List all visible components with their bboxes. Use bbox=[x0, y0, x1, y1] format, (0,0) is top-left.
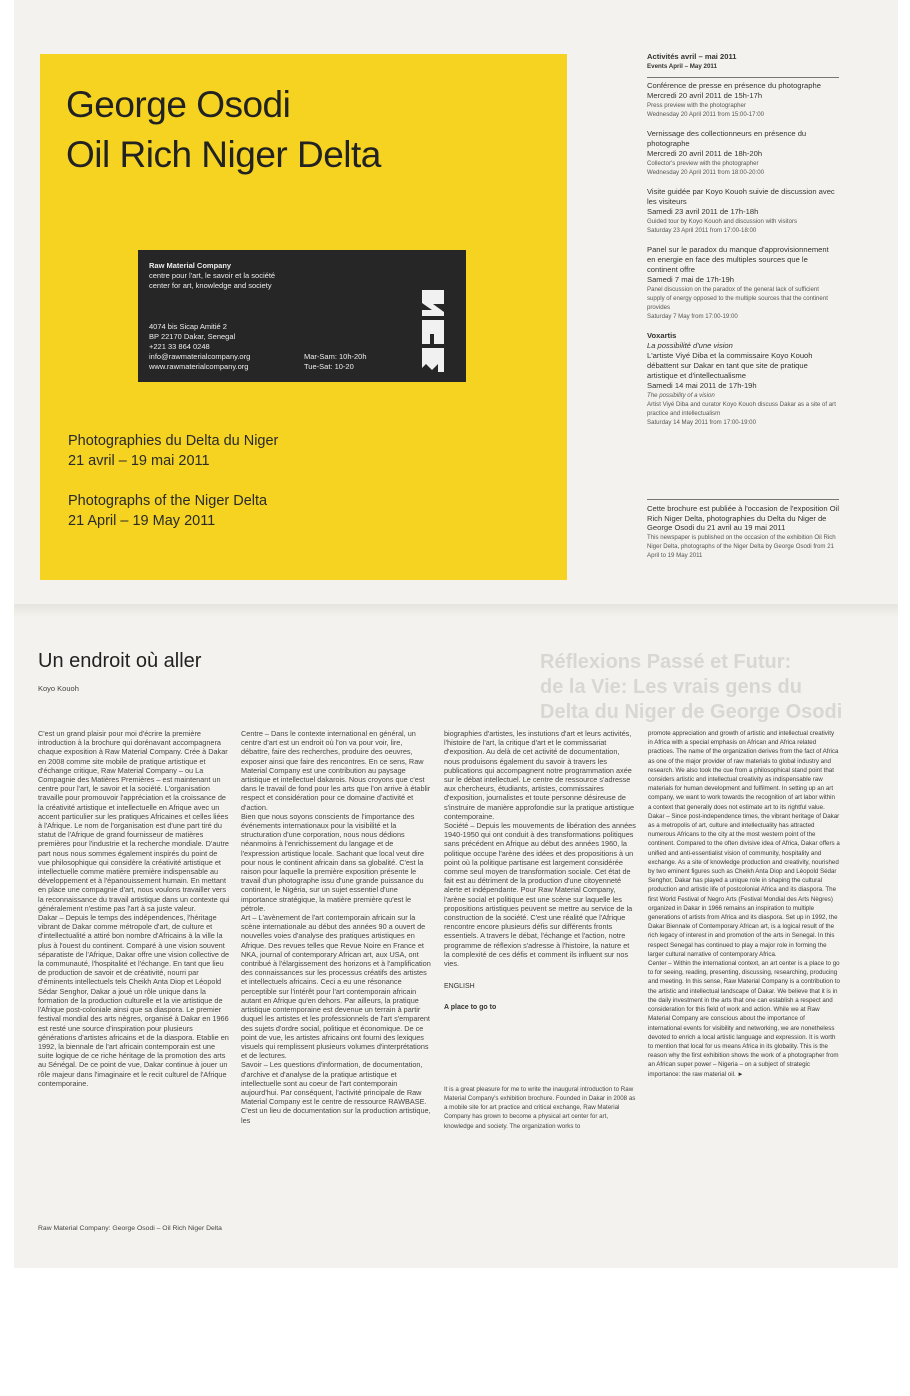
event-item bbox=[647, 81, 837, 119]
voxartis-name: Voxartis bbox=[647, 331, 677, 340]
publication-note bbox=[647, 504, 839, 560]
paragraph: Dakar – Since post-independence times, the vibrant heritage of Dakar as a metropolis of art, culture and intellectuality has attracted numerous Africans to the city at the most western point of the continent. Compared to the often divisive idea of Africa, Dakar offers a unified and anti-essentialist vision of community, hospitality and exchange. As a site of knowledge production and creativity, nourished by two eminent figures such as Cheikh Anta Diop and Léopold Sédar Senghor, Dakar has played a unique role in shaping the cultural production and artistic life of postcolonial Africa and its diaspora. The first World Festival of Negro Arts (Festival Mondial des Arts Nègres) organized in Dakar in 1966 remains an inspiration to multiple generations of artists from Africa and its diaspora. Set up in 1992, the Dakar Biennale of Contemporary African art, is a logical result of the rich legacy of interest in and promotion of the arts in Senegal. In this respect Senegal has continued to play a major role in forming the larger cultural narrative of contemporary Africa. bbox=[648, 812, 840, 958]
subtitle-en-dates: 21 April – 19 May 2011 bbox=[68, 513, 216, 529]
company-address bbox=[149, 322, 289, 372]
event-en: Collector's preview with the photographer Wednesday 20 April 2011 from 18:00-20:00 bbox=[647, 160, 764, 176]
phone-number: +221 33 864 0248 bbox=[149, 342, 210, 351]
opening-hours bbox=[304, 352, 367, 372]
english-title: A place to go to bbox=[444, 1004, 497, 1012]
voxartis-en: Artist Viyé Diba and curator Koyo Kouoh discuss Dakar as a site of art practice and intellectualism Saturday 14 May 2011 from 17:00-19:00 bbox=[647, 401, 836, 426]
voxartis-title-en: The possibility of a vision bbox=[647, 392, 715, 399]
website-address: www.rawmaterialcompany.org bbox=[149, 362, 249, 371]
email-address: info@rawmaterialcompany.org bbox=[149, 352, 251, 361]
article-column-3 bbox=[444, 729, 636, 1131]
article-title: Un endroit où aller bbox=[38, 650, 202, 672]
event-en: Press preview with the photographer Wednesday 20 April 2011 from 15:00-17:00 bbox=[647, 102, 764, 118]
cover-title-line2: Oil Rich Niger Delta bbox=[66, 134, 381, 175]
event-en: Panel discussion on the paradox of the general lack of sufficient supply of energy opposed to the multiple sources that the continent provides Saturday 7 May from 17:00-19:00 bbox=[647, 286, 828, 320]
event-item bbox=[647, 187, 837, 235]
show-through-line: Delta du Niger de George Osodi bbox=[540, 701, 843, 723]
paragraph: Savoir – Les questions d'information, de documentation, d'archive et d'analyse de la pratique artistique et intellectuelle sont au coeur de l'art contemporain aujourd'hui. Par conséquent, l'activité principale de Raw Material Company est le centre de ressource RAWBASE. C'est un lieu de documentation sur la production artistique, les bbox=[241, 1060, 431, 1125]
event-en: Guided tour by Koyo Kouoh and discussion with visitors Saturday 23 April 2011 from 17:00-18:00 bbox=[647, 218, 798, 234]
article-author: Koyo Kouoh bbox=[38, 684, 79, 693]
subtitle-fr-dates: 21 avril – 19 mai 2011 bbox=[68, 453, 210, 469]
hours-fr: Mar-Sam: 10h-20h bbox=[304, 352, 367, 361]
event-fr: Conférence de presse en présence du photographe Mercredi 20 avril 2011 de 15h-17h bbox=[647, 81, 821, 100]
subtitle-en-title: Photographs of the Niger Delta bbox=[68, 493, 268, 509]
event-voxartis bbox=[647, 331, 837, 427]
article-column-1 bbox=[38, 729, 230, 1088]
show-through-line: Réflexions Passé et Futur: bbox=[540, 651, 792, 673]
hours-en: Tue-Sat: 10-20 bbox=[304, 362, 354, 371]
paragraph: Centre – Dans le contexte international en général, un centre d'art est un endroit où l'on va pour voir, lire, débattre, faire des recherches, produire des oeuvres, exposer ainsi que faire des rencontres. En ce sens, Raw Material Company est une contribution au paysage artistique et intellectuel dakarois. Nous croyons que c'est dans le travail de fond pour les arts que l'on arrive à établir respect et considération pour ce domaine d'activité et d'action. bbox=[241, 729, 431, 812]
page-footer: Raw Material Company: George Osodi – Oil Rich Niger Delta bbox=[38, 1225, 222, 1232]
paragraph: It is a great pleasure for me to write the inaugural introduction to Raw Material Company's exhibition brochure. Founded in Dakar in 2008 as a mobile site for art practice and critical exchange, Raw Material Company has grown to become a physical art center for art, knowledge and society. The organization works to bbox=[444, 1085, 636, 1130]
event-fr: Visite guidée par Koyo Kouoh suivie de discussion avec les visiteurs Samedi 23 avril 2011 de 17h-18h bbox=[647, 187, 835, 216]
subtitle-fr bbox=[68, 431, 278, 471]
paragraph: Société – Depuis les mouvements de libération des années 1940-1950 qui ont conduit à des transformations politiques sans précédent en Afrique au début des années 1960, la politique occupe l'arène des idées et des propositions à un point où la politique partisane est largement considérée comme seul moyen de transformation sociale. Cet état de fait est au détriment de la production d'une citoyenneté alerte et indépendante. Pour Raw Material Company, l'arène social et politique est une scène sur laquelle les propositions artistiques peuvent se mettre au service de la construction de la société. C'est une réalité que l'Afrique rencontre encore plusieurs défis sur différents fronts essentiels. A travers le débat, l'échange et l'action, notre programme de réflexion s'adresse à l'histoire, la nature et la complexité de ces défis et comment ils influent sur nos vies. bbox=[444, 821, 636, 969]
company-name: Raw Material Company bbox=[149, 261, 232, 270]
publication-note-en: This newspaper is published on the occasion of the exhibition Oil Rich Niger Delta, photographs of the Niger Delta by George Osodi from 21 April to 19 May 2011 bbox=[647, 533, 836, 559]
subtitle-fr-title: Photographies du Delta du Niger bbox=[68, 433, 279, 449]
article-column-4 bbox=[648, 729, 840, 1079]
events-heading-en: Events April – May 2011 bbox=[647, 63, 717, 70]
divider bbox=[647, 499, 839, 500]
events-column bbox=[647, 52, 837, 437]
event-fr: Vernissage des collectionneurs en présence du photographe Mercredi 20 avril 2011 de 18h-20h bbox=[647, 129, 807, 158]
event-item bbox=[647, 129, 837, 177]
publication-note-fr: Cette brochure est publiée à l'occasion de l'exposition Oil Rich Niger Delta, photographies du Delta du Niger de George Osodi du 21 avril au 19 mai 2011 bbox=[647, 504, 840, 533]
raw-logo-icon bbox=[420, 290, 446, 372]
show-through-text bbox=[540, 650, 842, 725]
voxartis-title-fr: La possibilité d'une vision bbox=[647, 341, 733, 350]
show-through-line: de la Vie: Les vrais gens du bbox=[540, 676, 802, 698]
events-heading-fr: Activités avril – mai 2011 bbox=[647, 52, 737, 61]
address-line: BP 22170 Dakar, Senegal bbox=[149, 332, 236, 341]
article-column-2 bbox=[241, 729, 433, 1125]
paragraph: promote appreciation and growth of artistic and intellectual creativity in Africa with a special emphasis on African and Africa related practices. The name of the organization derives from the fact of Africa as one of the major provider of raw materials to global industry and research. We also took the cue from a philosophical stand point that considers artistic and intellectual creativity as indispensable raw materials for human development and fulfilment. In setting up an art company, we want to work towards the recognition of art labor within a context that generally does not estimate art to its rightful value. bbox=[648, 730, 839, 811]
cover-title-line1: George Osodi bbox=[66, 84, 291, 125]
page-fold bbox=[14, 604, 898, 618]
paragraph: Center – Within the international context, an art center is a place to go to for seeing, reading, presenting, discussing, researching, producing and meeting. In this sense, Raw Material Company is a contribution to the artistic and intellectual landscape of Dakar. We believe that it is in the daily investment in the arts that one can establish a respect and consideration for this field of work and action. While we at Raw Material Company are conscious about the importance of international events for visibility and networking, we are nonetheless devoted to enrich a local artistic language and expression. It is worth to mention that local for us means Africa in its globality. This is the reason why the first exhibition shows the work of a photographer from an African super power – Nigeria – on a subject of strategic importance: the raw material oil. ► bbox=[648, 960, 840, 1078]
paragraph: Art – L'avènement de l'art contemporain africain sur la scène internationale au début des années 90 a ouvert de nouvelles voies d'analyse des pratiques artistiques en Afrique. Des revues telles que Revue Noire en France et NKA, journal of contemporary African art, aux USA, ont contribué à l'élargissement des horizons et à l'amplification des connaissances sur les processus créatifs des artistes et intellectuels africains. Ceci a eu une résonance perceptible sur l'intérêt pour l'art contemporain africain autant en Afrique qu'en dehors. Par ailleurs, la pratique artistique contemporaine est devenue un terrain à partir duquel les artistes et les professionnels de l'art s'emparent des sujets d'ordre social, politique et économique. De ce point de vue, les artistes africains ont fourni des lexiques visuels qui remplissent plusieurs volumes d'interprétations et de lectures. bbox=[241, 913, 431, 1061]
event-fr: Panel sur le paradox du manque d'approvisionnement en energie en face des multiples sources que le continent offre Samedi 7 mai de 17h-19h bbox=[647, 245, 829, 284]
contact-card bbox=[138, 250, 466, 382]
company-desc-fr: centre pour l'art, le savoir et la société bbox=[149, 271, 276, 280]
divider bbox=[647, 77, 839, 78]
english-label: ENGLISH bbox=[444, 983, 475, 991]
address-line: 4074 bis Sicap Amitié 2 bbox=[149, 322, 227, 331]
paragraph: biographies d'artistes, les instutions d'art et leurs activités, l'histoire de l'art, la critique d'art et le commissariat d'exposition. Au delà de cet activité de documentation, nous produisons également du savoir à travers les publications qui accompagnent notre programmation axée sur le débat intellectuel. Le centre de ressource s'adresse aux chercheurs, étudiants, artistes, commissaires d'exposition, journalistes et toute personne désireuse de s'instruire de manière approfondie sur la pratique artistique contemporaine. bbox=[444, 729, 635, 821]
event-item bbox=[647, 245, 837, 321]
paragraph: Dakar – Depuis le temps des indépendences, l'héritage vibrant de Dakar comme métropole d'art, de culture et d'intellectualité a attiré bon nombre d'Africains à la ville la plus à l'ouest du continent. Comparé à une vision souvent séparatiste de l'Afrique, Dakar offre une vision collective de la communauté, l'hospitalité et l'échange. En tant que lieu de production de savoir et de créativité, nourri par d'éminents intellectuels tels Cheikh Anta Diop et Léopold Sédar Senghor, Dakar a joué un rôle unique dans la formation de la production culturelle et la vie artistique de l'Afrique post-coloniale ainsi que sa diaspora. Le premier festival mondial des arts nègres, organisé à Dakar en 1966 est resté une source d'inspiration pour plusieurs générations d'artistes africains et de la diaspora. Etablie en 1992, la biennale de l'art africain contemporain est une suite logique de ce riche héritage de la promotion des arts au Sénégal. De ce point de vue, Dakar continue à jouer un rôle majeur dans l'imaginaire et le recit culturel de l'Afrique contemporaine. bbox=[38, 913, 230, 1088]
subtitle-en bbox=[68, 491, 267, 531]
cover-title bbox=[66, 80, 381, 180]
voxartis-fr: L'artiste Viyé Diba et la commissaire Koyo Kouoh débattent sur Dakar en tant que site de pratique artistique et d'intellectualisme Samedi 14 mai 2011 de 17h-19h bbox=[647, 351, 813, 390]
company-desc-en: center for art, knowledge and society bbox=[149, 281, 272, 290]
paragraph: C'est un grand plaisir pour moi d'écrire la première introduction à la brochure qui dorénavant accompagnera chaque exposition à Raw Material Company. Crée à Dakar en 2008 comme site mobile de pratique artistique et d'échange critique, Raw Material Company – ou La Compagnie des Matières Premières – est maintenant un centre pour l'art, le savoir et la société. L'organisation travaille pour promouvoir l'appréciation et la croissance de la créativité artistique et intellectuelle en Afrique avec un accent particulier sur les pratiques Africaines et celles liées à l'Afrique. Le nom de l'organisation est d'une part tiré du statut de l'Afrique de grand fournisseur de matières premières pour l'industrie et la recherche mondiale. D'autre part nous nous sommes également inspirés du point de vue philosophique qui considère la créativité artistique et intellectuelle comme matière première indispensable au développement et à l'épanouissement humain. En mettant en place une compagnie d'art, nous voulons travailler vers la reconnaissance du travail artistique dans un contexte qui généralement n'estime pas l'art à sa juste valeur. bbox=[38, 729, 230, 913]
paragraph: Bien que nous soyons conscients de l'importance des événements internationaux pour la visibilité et la structuration d'une corporation, nous nous dédions néanmoins à l'enrichissement du langage et de l'expression artistique locale. Sachant que local veut dire pour nous le continent africain dans sa globalité. C'est la raison pour laquelle la première exposition présente le travail d'un photographe issu d'une grande puissance du continent, le Nigéria, sur un sujet essentiel d'une importance stratégique, la matière première qu'est le pétrole. bbox=[241, 811, 425, 913]
